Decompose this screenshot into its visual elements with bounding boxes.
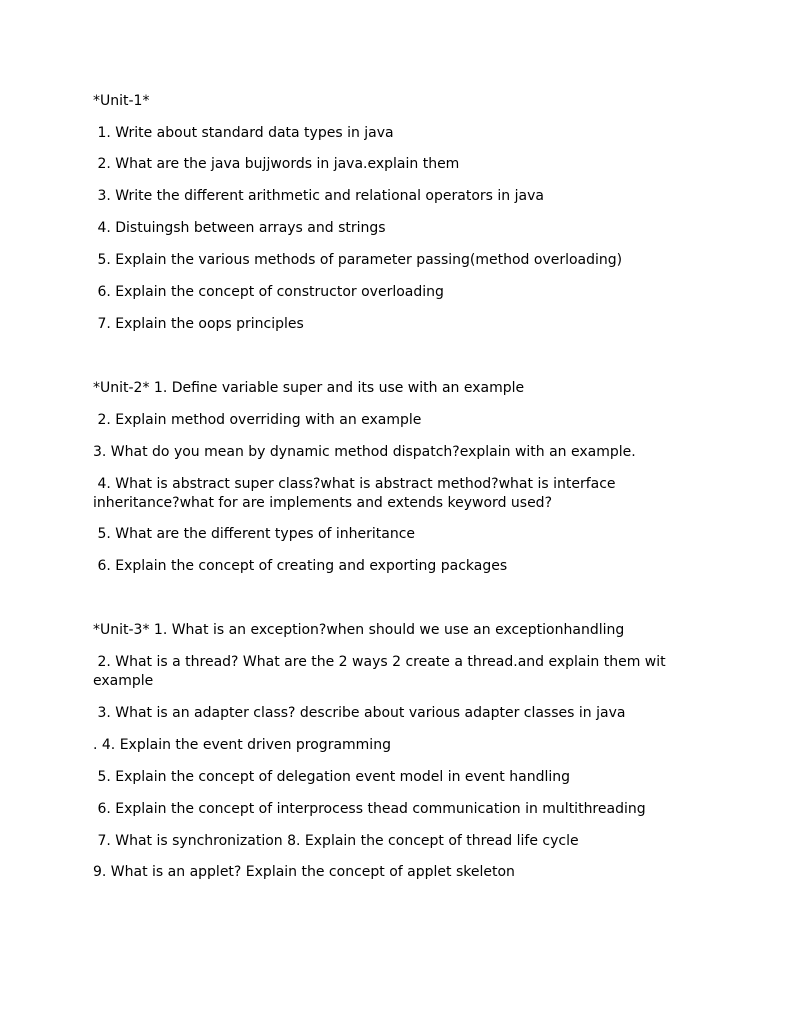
unit-3-question-5: 5. Explain the concept of delegation event model in event handling	[93, 769, 570, 785]
unit-1-question-1: 1. Write about standard data types in java	[93, 125, 394, 141]
unit-3-question-7-8: 7. What is synchronization 8. Explain the concept of thread life cycle	[93, 833, 579, 849]
unit-1-question-6: 6. Explain the concept of constructor overloading	[93, 284, 444, 300]
unit-3-question-9: 9. What is an applet? Explain the concept of applet skeleton	[93, 864, 515, 880]
unit-2-heading-question-1: *Unit-2* 1. Define variable super and its use with an example	[93, 380, 525, 396]
unit-1-heading: *Unit-1*	[93, 93, 150, 109]
unit-2-question-6: 6. Explain the concept of creating and exporting packages	[93, 558, 508, 574]
unit-2-question-3: 3. What do you mean by dynamic method dispatch?explain with an example.	[93, 444, 636, 460]
unit-1-question-2: 2. What are the java bujjwords in java.explain them	[93, 156, 460, 172]
unit-2-question-2: 2. Explain method overriding with an example	[93, 412, 422, 428]
unit-3-question-4: . 4. Explain the event driven programming	[93, 737, 391, 753]
unit-3-question-3: 3. What is an adapter class? describe about various adapter classes in java	[93, 705, 626, 721]
unit-1-question-5: 5. Explain the various methods of parameter passing(method overloading)	[93, 252, 623, 268]
unit-1-question-4: 4. Distuingsh between arrays and strings	[93, 220, 386, 236]
unit-3-heading-question-1: *Unit-3* 1. What is an exception?when should we use an exceptionhandling	[93, 622, 625, 638]
unit-1-question-7: 7. Explain the oops principles	[93, 316, 304, 332]
unit-3-question-2: 2. What is a thread? What are the 2 ways 2 create a thread.and explain them wit example	[93, 654, 671, 689]
unit-3-question-6: 6. Explain the concept of interprocess thead communication in multithreading	[93, 801, 646, 817]
unit-2-question-5: 5. What are the different types of inheritance	[93, 526, 416, 542]
unit-1-question-3: 3. Write the different arithmetic and relational operators in java	[93, 188, 544, 204]
unit-2-question-4: 4. What is abstract super class?what is abstract method?what is interface inheritance?what for are implements and extends keyword used?	[93, 476, 620, 511]
document-page	[93, 0, 693, 1023]
